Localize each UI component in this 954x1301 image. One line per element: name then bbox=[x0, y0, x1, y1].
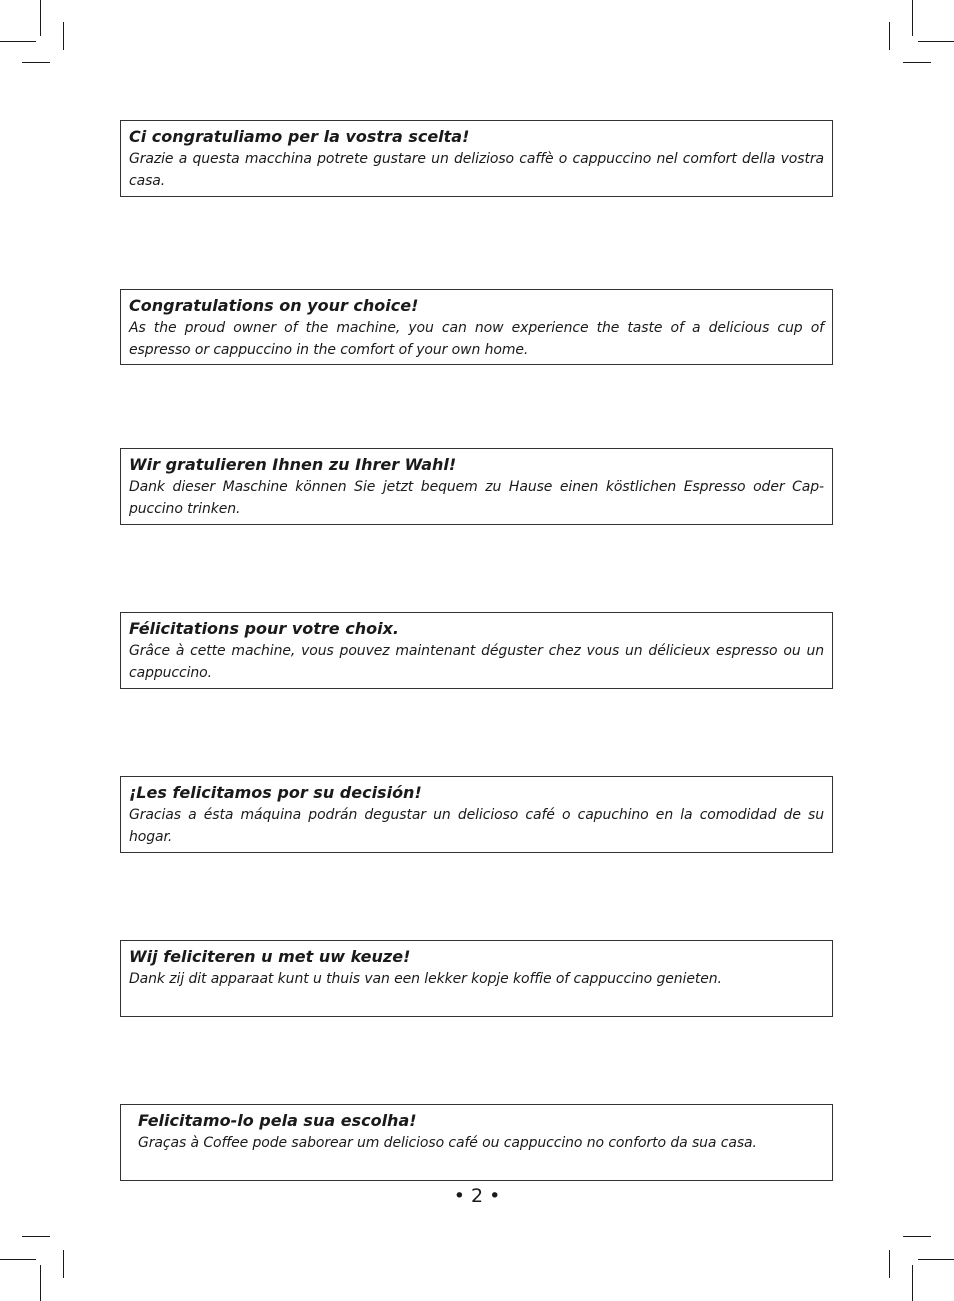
section-body: Graças à Coffee pode saborear um delicioso café ou cappuccino no conforto da sua casa. bbox=[138, 1135, 757, 1151]
section-body: Grâce à cette machine, vous pouvez maintenant déguster chez vous un délicieux espresso ou un cappuccino. bbox=[129, 643, 824, 681]
crop-mark bbox=[918, 41, 954, 42]
section-italian bbox=[120, 120, 833, 197]
crop-mark bbox=[918, 1259, 954, 1260]
section-title: Wij feliciteren u met uw keuze! bbox=[129, 947, 411, 966]
section-body: Grazie a questa macchina potrete gustare un delizioso caffè o cappuccino nel comfort della vostra casa. bbox=[129, 151, 824, 189]
section-body: Gracias a ésta máquina podrán degustar un delicioso café o capuchino en la comodidad de su hogar. bbox=[129, 807, 824, 845]
crop-mark bbox=[889, 1250, 890, 1278]
crop-mark bbox=[40, 0, 41, 36]
section-title: Wir gratulieren Ihnen zu Ihrer Wahl! bbox=[129, 455, 457, 474]
crop-mark bbox=[0, 1259, 36, 1260]
crop-mark bbox=[903, 1236, 931, 1237]
section-title: Congratulations on your choice! bbox=[129, 296, 419, 315]
section-title: ¡Les felicitamos por su decisión! bbox=[129, 783, 422, 802]
section-dutch bbox=[120, 940, 833, 1017]
crop-mark bbox=[63, 1250, 64, 1278]
section-title: Félicitations pour votre choix. bbox=[129, 619, 399, 638]
crop-mark bbox=[40, 1265, 41, 1301]
section-body: As the proud owner of the machine, you can now experience the taste of a delicious cup of espresso or cappuccino in the comfort of your own home. bbox=[129, 320, 824, 358]
section-body: Dank zij dit apparaat kunt u thuis van een lekker kopje koffie of cappuccino genieten. bbox=[129, 971, 722, 987]
section-spanish bbox=[120, 776, 833, 853]
crop-mark bbox=[0, 41, 36, 42]
crop-mark bbox=[63, 22, 64, 50]
crop-mark bbox=[912, 1265, 913, 1301]
section-french bbox=[120, 612, 833, 689]
section-title: Ci congratuliamo per la vostra scelta! bbox=[129, 127, 470, 146]
crop-mark bbox=[22, 62, 50, 63]
page-number: • 2 • bbox=[453, 1185, 501, 1207]
crop-mark bbox=[903, 62, 931, 63]
crop-mark bbox=[22, 1236, 50, 1237]
section-title: Felicitamo-lo pela sua escolha! bbox=[138, 1111, 417, 1130]
section-english bbox=[120, 289, 833, 365]
section-german bbox=[120, 448, 833, 525]
section-portuguese bbox=[120, 1104, 833, 1181]
section-body: Dank dieser Maschine können Sie jetzt bequem zu Hause einen köstlichen Espresso oder Cap-puccino trinken. bbox=[129, 479, 824, 517]
crop-mark bbox=[889, 22, 890, 50]
crop-mark bbox=[912, 0, 913, 36]
